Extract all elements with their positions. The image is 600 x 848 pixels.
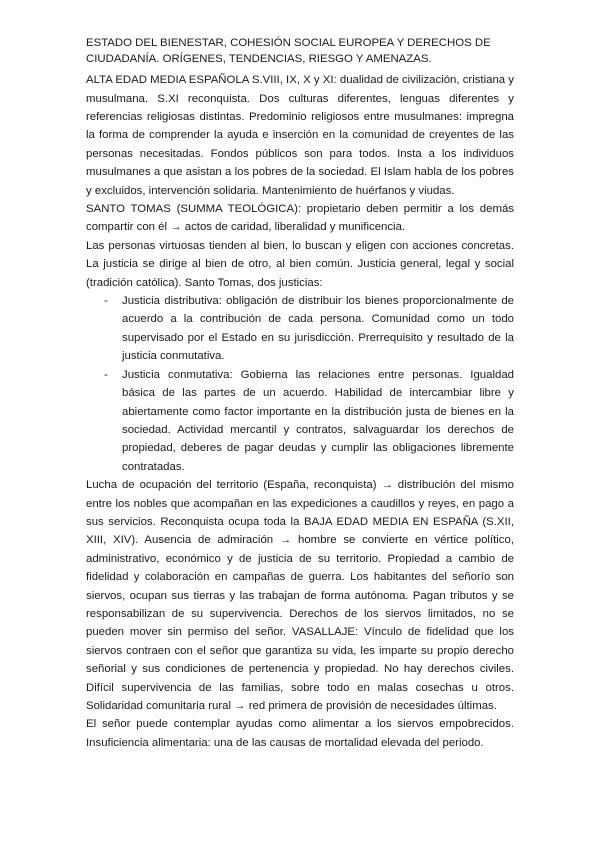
list-item	[104, 366, 514, 476]
list-item-text-conmutativa: Justicia conmutativa: Gobierna las relaciones entre personas. Igualdad básica de las partes de un acuerdo. Habilidad de intercambiar libre y abiertamente como factor importante en la distribución justa de bienes en la sociedad. Actividad mercantil y contratos, salvaguardar los derechos de propiedad, deberes de pagar deudas y cumplir las obligaciones libremente contratadas.	[122, 368, 514, 473]
paragraph-santo-tomas: SANTO TOMAS (SUMMA TEOLÓGICA): propietario deben permitir a los demás compartir con él → actos de caridad, liberalidad y munificencia.	[86, 203, 514, 234]
paragraph-alta-edad-media: ALTA EDAD MEDIA ESPAÑOLA S.VIII, IX, X y XI: dualidad de civilización, cristiana y musulmana. S.XI reconquista. Dos culturas diferentes, lenguas diferentes y referencias religiosas distintas. Predominio religiosos entre musulmanes: impregna la forma de comprender la ayuda e inserción en la comunidad de creyentes de las personas necesitadas. Fondos públicos son para todos. Insta a los individuos musulmanes a que asistan a los pobres de la sociedad. El Islam habla de los pobres y excluidos, intervención solidaria. Mantenimiento de huérfanos y viudas.	[86, 74, 514, 197]
paragraph-personas-virtuosas: Las personas virtuosas tienden al bien, lo buscan y eligen con acciones concretas. La justicia se dirige al bien de otro, al bien común. Justicia general, legal y social (tradición católica). Santo Tomas, dos justicias:	[86, 239, 514, 289]
list-marker: -	[104, 368, 108, 381]
list-item-text-distributiva: Justicia distributiva: obligación de distribuir los bienes proporcionalmente de acuerdo a la contribución de cada persona. Comunidad como un todo supervisado por el Estado en su jurisdicción. Prerrequisito y resultado de la justicia conmutativa.	[122, 295, 514, 363]
title-line-1: ESTADO DEL BIENESTAR, COHESIÓN SOCIAL EUROPEA Y DERECHOS DE	[86, 37, 491, 49]
paragraph-senor-ayudas: El señor puede contemplar ayudas como alimentar a los siervos empobrecidos. Insuficiencia alimentaria: una de las causas de mortalidad elevada del periodo.	[86, 718, 514, 749]
list-marker: -	[104, 295, 108, 308]
document-title	[86, 36, 514, 67]
justice-list	[86, 292, 514, 476]
title-line-2: CIUDADANÍA. ORÍGENES, TENDENCIAS, RIESGO Y AMENAZAS.	[86, 52, 432, 65]
list-item	[104, 292, 514, 366]
paragraph-lucha-territorio: Lucha de ocupación del territorio (España, reconquista) → distribución del mismo entre los nobles que acompañan en las expediciones a caudillos y reyes, en pago a sus servicios. Reconquista ocupa toda la BAJA EDAD MEDIA EN ESPAÑA (S.XII, XIII, XIV). Ausencia de admiración → hombre se convierte en vértice político, administrativo, económico y de justicia de su territorio. Propiedad a cambio de fidelidad y colaboración en campañas de guerra. Los habitantes del señorío son siervos, ocupan sus tierras y las trabajan de forma autónoma. Pagan tributos y se responsabilizan de su supervivencia. Derechos de los siervos limitados, no se pueden mover sin permiso del señor. VASALLAJE: Vínculo de fidelidad que los siervos contraen con el señor que garantiza su vida, les imparte su propio derecho señorial y sus condiciones de pertenencia y propiedad. No hay derechos civiles. Difícil supervivencia de las familias, sobre todo en malas cosechas u otros. Solidaridad comunitaria rural → red primera de provisión de necesidades últimas.	[86, 479, 514, 712]
